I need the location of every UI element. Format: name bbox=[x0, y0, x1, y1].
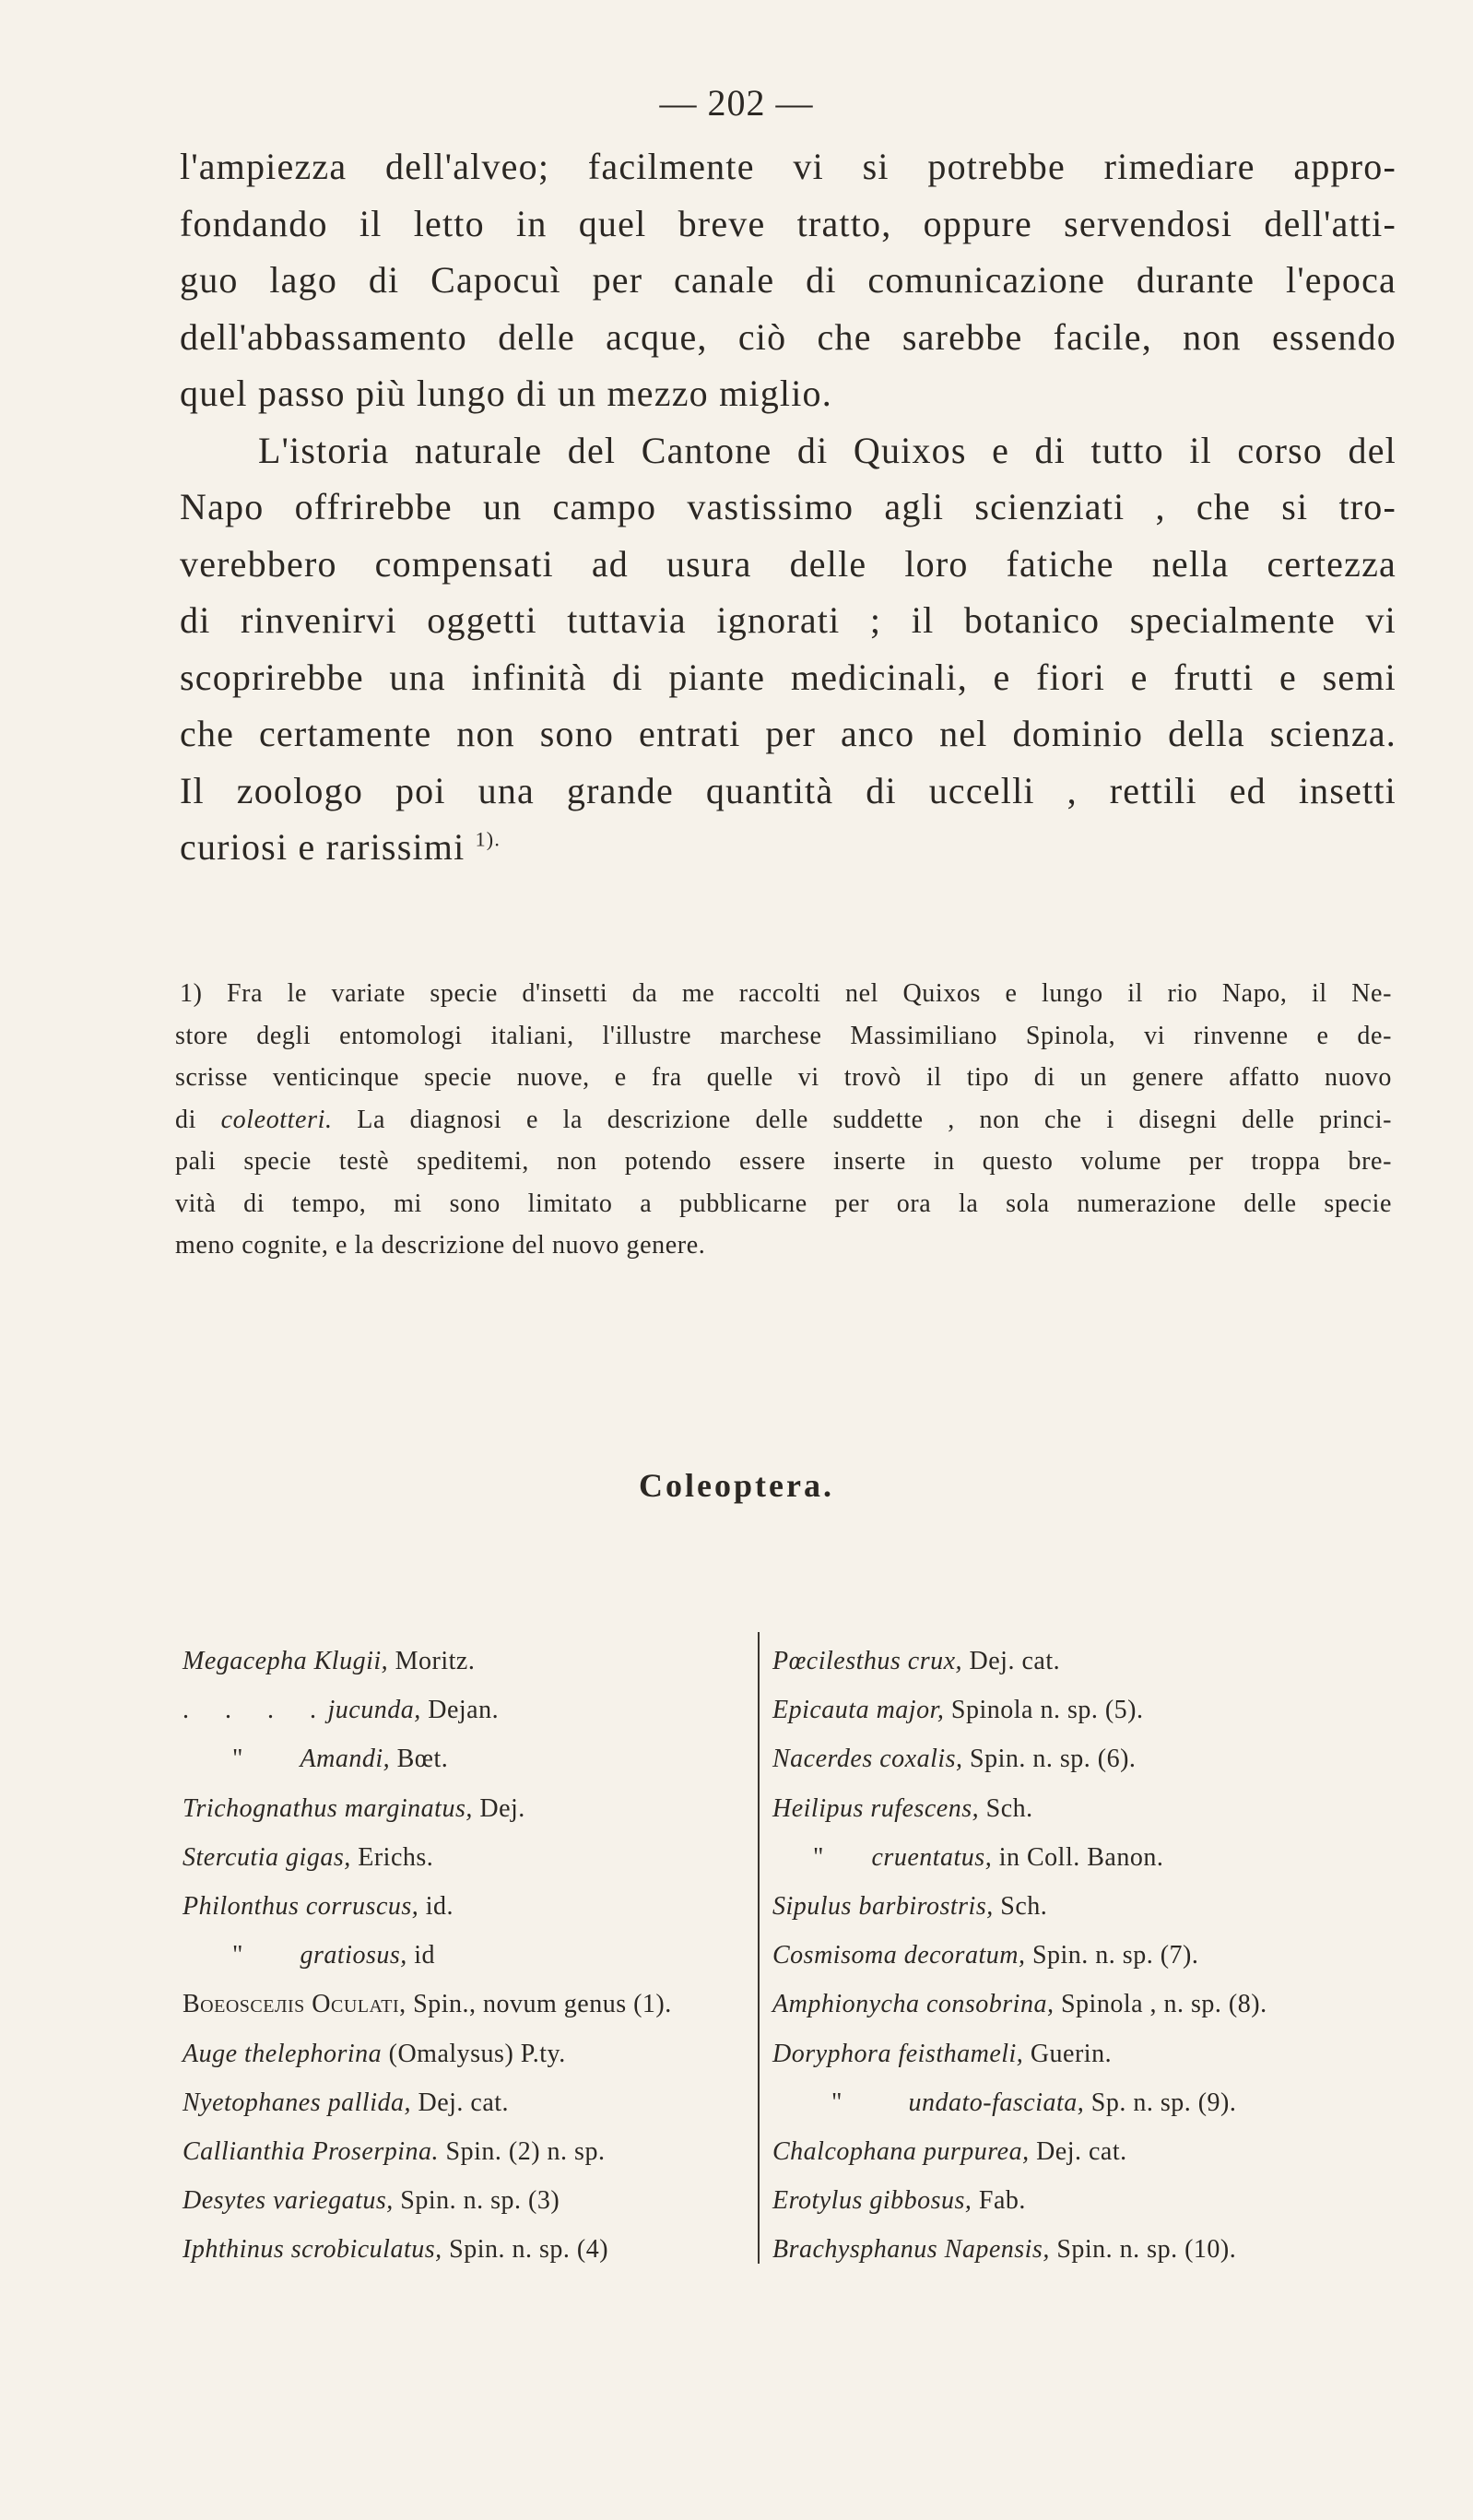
footnote-line-content: La diagnosi e la descrizione delle suddette , non che i disegni delle princi- bbox=[357, 1105, 1393, 1134]
species-entry bbox=[183, 2176, 763, 2225]
body-text bbox=[180, 138, 1396, 876]
species-entry bbox=[183, 1931, 763, 1980]
text-line: L'istoria naturale del Cantone di Quixos e di tutto il corso del bbox=[258, 429, 1396, 471]
species-entry bbox=[772, 2225, 1353, 2274]
species-entry bbox=[772, 1931, 1353, 1980]
species-author: Fab. bbox=[978, 2186, 1026, 2216]
species-author: Sch. bbox=[985, 1793, 1033, 1823]
footnote-line: 1) Fra le variate specie d'insetti da me raccolti nel Quixos e lungo il rio Napo, il Ne- bbox=[180, 979, 1392, 1008]
text-line: dell'abbassamento delle acque, ciò che sarebbe facile, non essendo bbox=[180, 315, 1396, 358]
species-author: id. bbox=[425, 1891, 454, 1921]
species-entry bbox=[183, 2029, 763, 2078]
species-name: Doryphora feisthameli, bbox=[772, 2039, 1024, 2068]
species-name: Amphionycha consobrina, bbox=[772, 1990, 1055, 2019]
species-author: Spin. n. sp. (4) bbox=[449, 2235, 609, 2265]
species-author: Spin. n. sp. (7). bbox=[1031, 1941, 1199, 1970]
species-entry bbox=[183, 2127, 763, 2176]
species-entry bbox=[183, 1784, 763, 1833]
text-line: quel passo più lungo di un mezzo miglio. bbox=[180, 373, 832, 414]
section-title: Coleoptera. bbox=[639, 1467, 834, 1504]
species-name: Erotylus gibbosus, bbox=[772, 2186, 972, 2216]
footnote-line bbox=[175, 1099, 1392, 1142]
species-entry bbox=[183, 1686, 763, 1734]
text-line: guo lago di Capocuì per canale di comunicazione durante l'epoca bbox=[180, 259, 1396, 301]
species-name: Megacepha Klugii, bbox=[183, 1647, 389, 1675]
ditto-mark: " bbox=[232, 1941, 243, 1970]
species-author: Dej. bbox=[479, 1793, 525, 1823]
species-name: Nacerdes coxalis, bbox=[772, 1745, 963, 1774]
species-entry bbox=[772, 1637, 1353, 1686]
species-author: Guerin. bbox=[1030, 2039, 1113, 2068]
species-author: Dej. cat. bbox=[418, 2088, 510, 2117]
text-line: di rinvenirvi oggetti tuttavia ignorati ; il botanico specialmente vi bbox=[180, 599, 1396, 641]
species-name: Brachysphanus Napensis, bbox=[772, 2235, 1050, 2265]
species-list-right bbox=[772, 1637, 1353, 2274]
species-entry bbox=[772, 1784, 1353, 1833]
footnote-line: scrisse venticinque specie nuove, e fra quelle vi trovò il tipo di un genere affatto nuovo bbox=[175, 1063, 1392, 1092]
species-entry bbox=[183, 1734, 763, 1783]
footnote bbox=[175, 973, 1392, 1267]
footnote-italic: coleotteri. bbox=[220, 1105, 333, 1134]
species-author: Spin. n. sp. (3) bbox=[400, 2186, 560, 2216]
species-entry bbox=[772, 1882, 1353, 1931]
species-author: in Coll. Banon. bbox=[998, 1842, 1164, 1872]
page-number: — 202 — bbox=[659, 82, 814, 124]
text-line: Napo offrirebbe un campo vastissimo agli scienziati , che si tro- bbox=[180, 486, 1396, 527]
species-name: Heilipus rufescens, bbox=[772, 1793, 980, 1823]
footnote-ref[interactable]: 1). bbox=[475, 827, 501, 851]
text-line: fondando il letto in quel breve tratto, oppure servendosi dell'atti- bbox=[180, 202, 1396, 244]
species-entry bbox=[772, 2078, 1353, 2127]
species-author: Spin. n. sp. (10). bbox=[1056, 2235, 1237, 2265]
species-name: jucunda, bbox=[327, 1696, 421, 1725]
text-line: l'ampiezza dell'alveo; facilmente vi si potrebbe rimediare appro- bbox=[180, 146, 1396, 187]
ditto-mark: " bbox=[813, 1842, 824, 1872]
text-line: Il zoologo poi una grande quantità di uccelli , rettili ed insetti bbox=[180, 769, 1396, 811]
footnote-line: vità di tempo, mi sono limitato a pubblicarne per ora la sola numerazione delle specie bbox=[175, 1189, 1392, 1218]
species-author: Dejan. bbox=[428, 1696, 500, 1725]
species-entry bbox=[772, 1833, 1353, 1882]
species-author: Spin. n. sp. (6). bbox=[970, 1745, 1137, 1774]
text-line: scoprirebbe una infinità di piante medicinali, e fiori e frutti e semi bbox=[180, 656, 1396, 698]
species-author: Dej. cat. bbox=[969, 1647, 1061, 1675]
species-name: Desytes variegatus, bbox=[183, 2186, 394, 2216]
species-name: Trichognathus marginatus, bbox=[183, 1793, 473, 1823]
ditto-mark: " bbox=[232, 1745, 243, 1774]
species-name: Callianthia Proserpina. bbox=[183, 2136, 440, 2166]
species-author: Erichs. bbox=[358, 1842, 434, 1872]
ditto-mark: . . . . bbox=[183, 1696, 331, 1725]
text-line: verebbero compensati ad usura delle loro fatiche nella certezza bbox=[180, 542, 1396, 585]
species-entry bbox=[183, 1882, 763, 1931]
species-entry bbox=[772, 2127, 1353, 2176]
species-name: Philonthus corruscus, bbox=[183, 1891, 419, 1921]
text-line-content: curiosi e rarissimi bbox=[180, 826, 465, 868]
species-author: Spin., novum genus (1). bbox=[413, 1990, 672, 2019]
species-author: Spin. (2) n. sp. bbox=[445, 2136, 606, 2166]
species-entry bbox=[772, 1980, 1353, 2029]
species-author: (Omalysus) P.ty. bbox=[388, 2039, 566, 2068]
species-author: Dej. cat. bbox=[1036, 2136, 1127, 2166]
species-name: Iphthinus scrobiculatus, bbox=[183, 2235, 442, 2265]
species-entry bbox=[772, 2029, 1353, 2078]
species-author: id bbox=[414, 1941, 436, 1970]
species-author: Moritz. bbox=[395, 1647, 476, 1675]
species-entry bbox=[183, 1637, 763, 1686]
species-entry bbox=[183, 2078, 763, 2127]
species-entry bbox=[772, 2176, 1353, 2225]
footnote-line: store degli entomologi italiani, l'illustre marchese Massimiliano Spinola, vi rinvenne e de- bbox=[175, 1021, 1392, 1050]
species-author: Bœt. bbox=[396, 1745, 449, 1774]
species-name: Boeosceлis Oculati, bbox=[183, 1990, 407, 2019]
species-name: Sipulus barbirostris, bbox=[772, 1891, 994, 1921]
species-name: Chalcophana purpurea, bbox=[772, 2136, 1030, 2166]
species-entry bbox=[772, 1734, 1353, 1783]
species-list-left bbox=[183, 1637, 763, 2274]
species-entry bbox=[183, 2225, 763, 2274]
species-name: Nyetophanes pallida, bbox=[183, 2088, 411, 2117]
species-name: Cosmisoma decoratum, bbox=[772, 1941, 1026, 1970]
text-line bbox=[180, 819, 1396, 876]
species-name: gratiosus, bbox=[300, 1941, 407, 1970]
species-author: Spinola , n. sp. (8). bbox=[1060, 1990, 1267, 2019]
species-author: Sch. bbox=[1000, 1891, 1048, 1921]
species-name: Auge thelephorina bbox=[183, 2039, 383, 2068]
species-name: Pœcilesthus crux, bbox=[772, 1647, 963, 1675]
species-name: cruentatus, bbox=[871, 1842, 993, 1872]
species-entry bbox=[183, 1833, 763, 1882]
species-name: Amandi, bbox=[300, 1745, 391, 1774]
species-entry bbox=[183, 1980, 763, 2029]
text-line: che certamente non sono entrati per anco nel dominio della scienza. bbox=[180, 713, 1396, 754]
ditto-mark: " bbox=[831, 2088, 843, 2117]
species-author: Sp. n. sp. (9). bbox=[1090, 2088, 1237, 2117]
footnote-line: pali specie testè speditemi, non potendo essere inserte in questo volume per troppa bre- bbox=[175, 1147, 1392, 1176]
species-name: undato-fasciata, bbox=[908, 2088, 1085, 2117]
species-author: Spinola n. sp. (5). bbox=[950, 1696, 1144, 1725]
species-name: Epicauta major, bbox=[772, 1696, 945, 1725]
footnote-line: meno cognite, e la descrizione del nuovo genere. bbox=[175, 1231, 706, 1260]
footnote-line-content: di bbox=[175, 1105, 196, 1134]
species-name: Stercutia gigas, bbox=[183, 1842, 351, 1872]
species-entry bbox=[772, 1686, 1353, 1734]
